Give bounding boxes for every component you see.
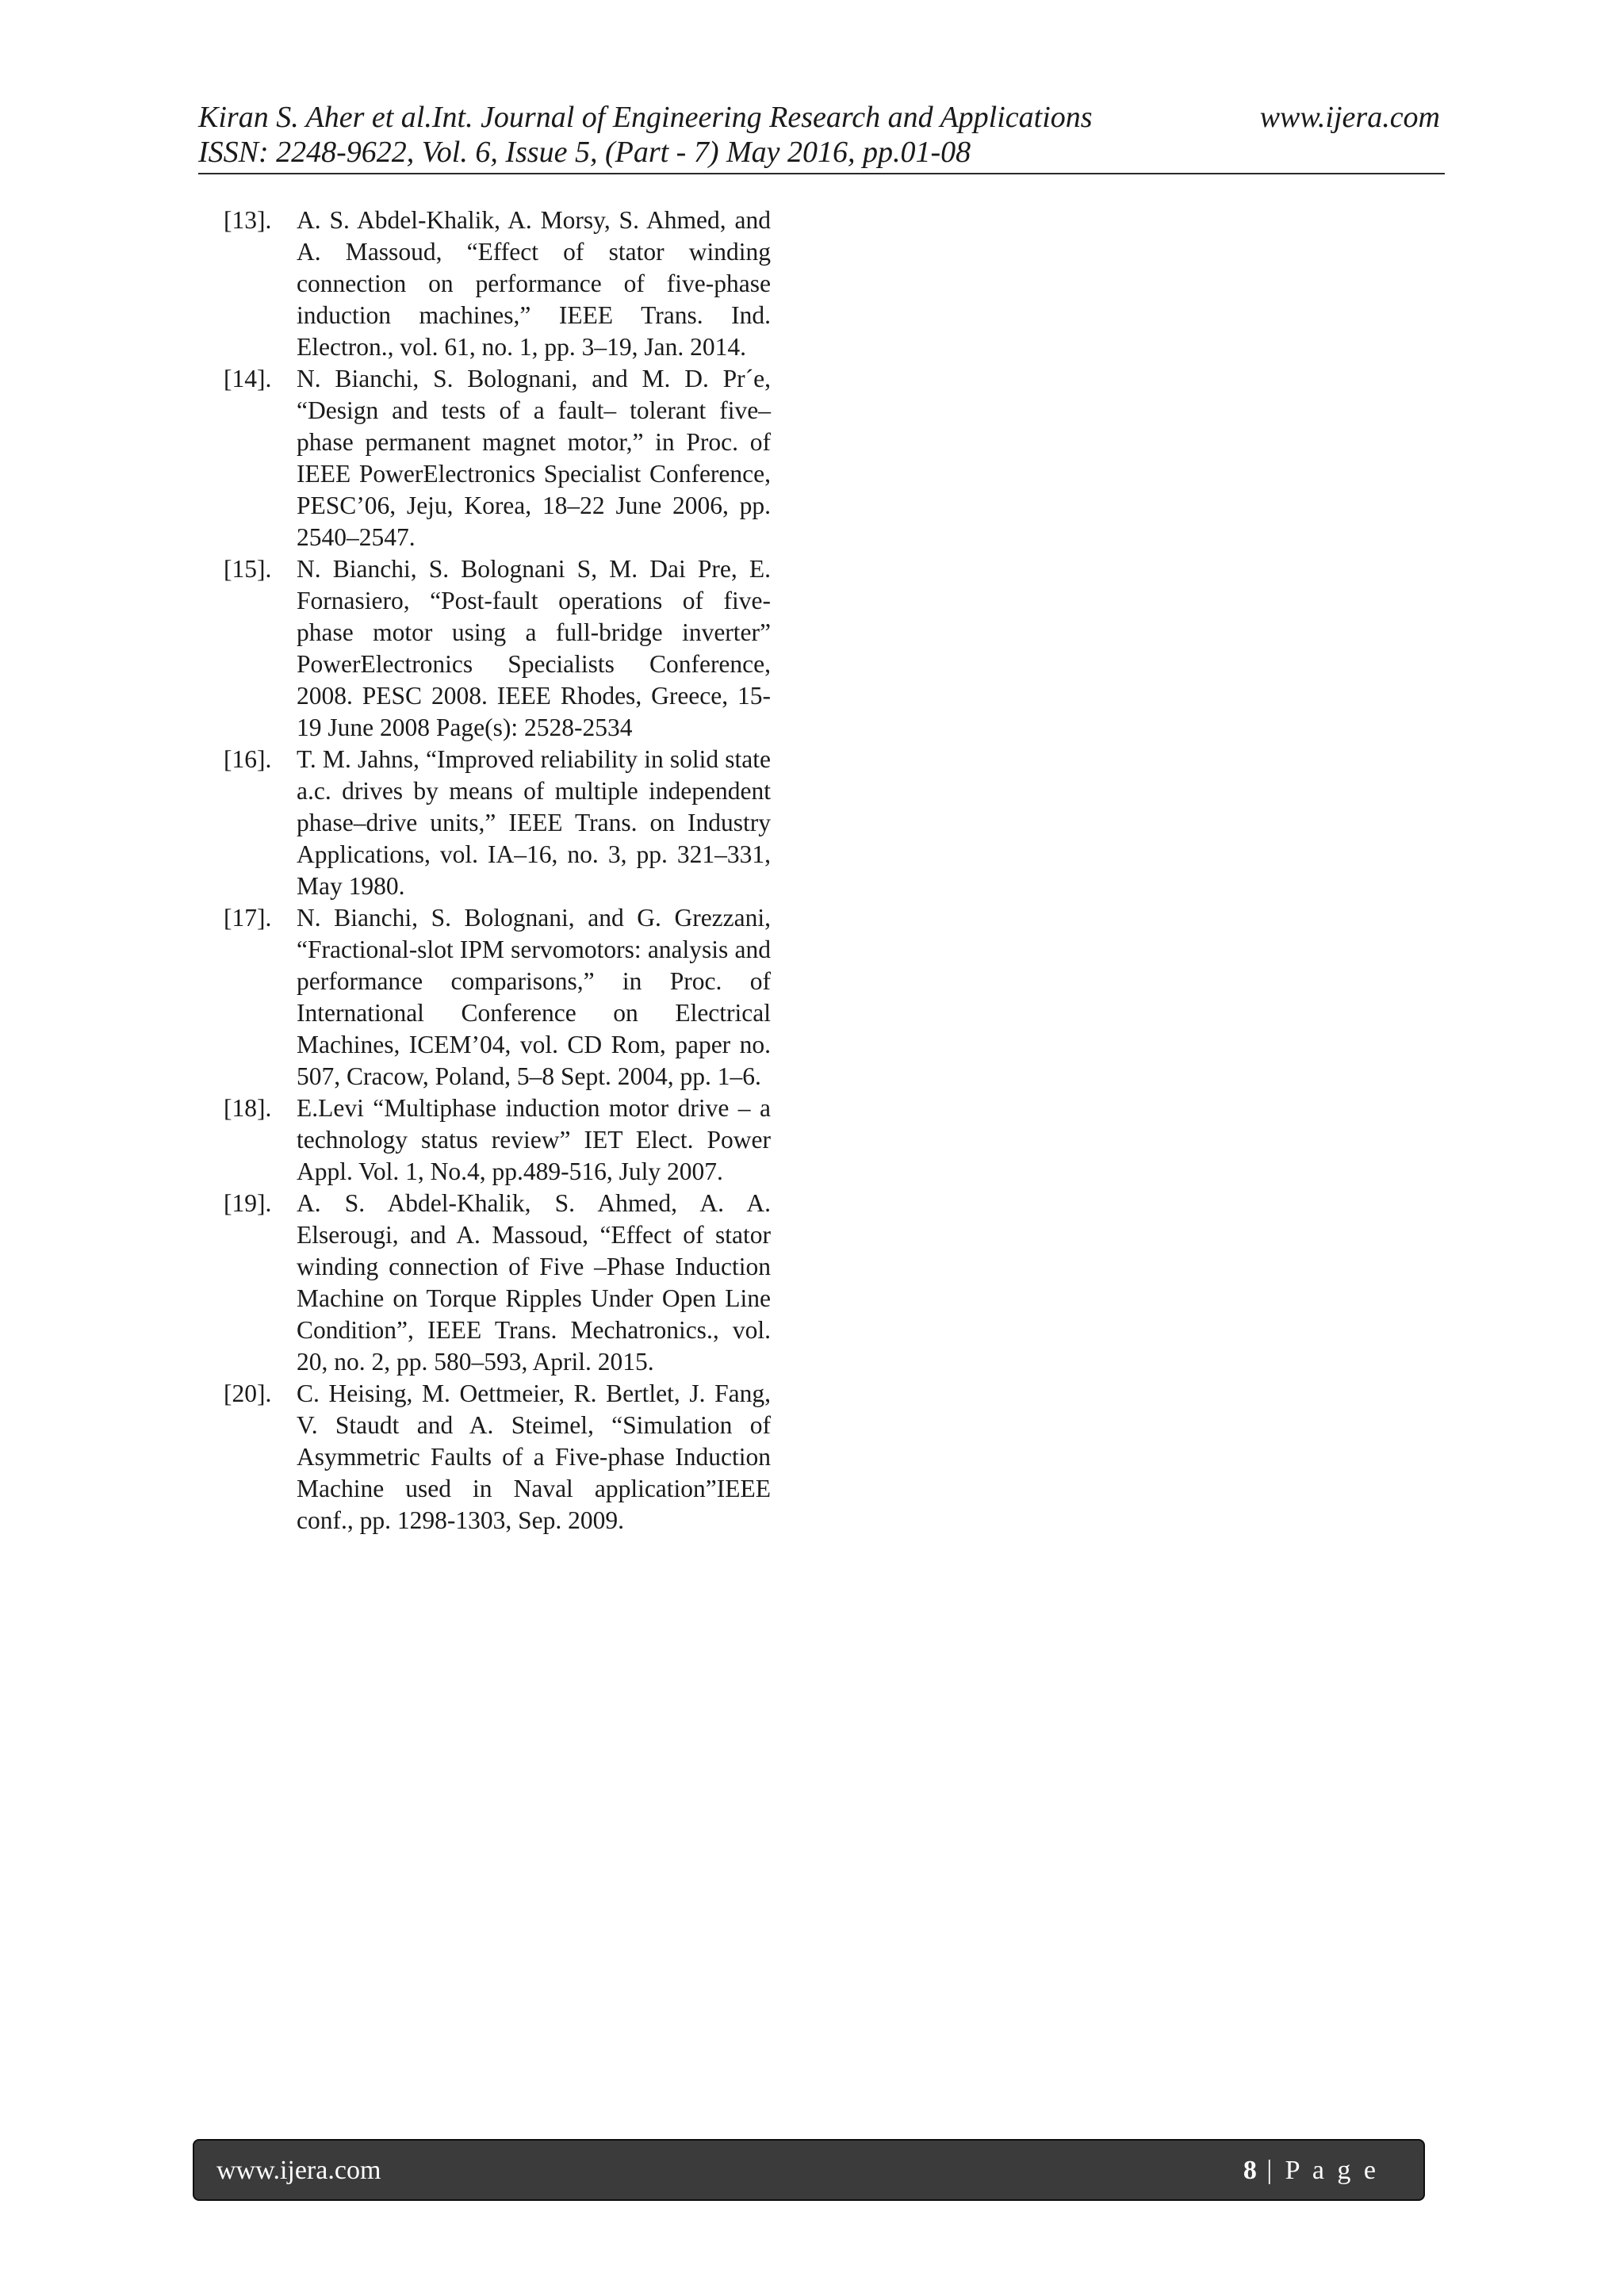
reference-number: [13]. — [224, 206, 272, 234]
reference-number: [15]. — [224, 555, 272, 583]
reference-item — [220, 744, 771, 902]
footer-page-indicator — [1243, 2155, 1379, 2187]
header-website: www.ijera.com — [1259, 101, 1440, 134]
reference-item — [220, 1093, 771, 1188]
reference-number: [14]. — [224, 365, 272, 392]
footer-website: www.ijera.com — [216, 2156, 381, 2185]
reference-text: T. M. Jahns, “Improved reliability in solid state a.c. drives by means of multiple independent phase–drive units,” IEEE Trans. on Industry Applications, vol. IA–16, no. 3, pp. 321–331, May 1980. — [297, 745, 771, 900]
reference-item — [220, 363, 771, 553]
reference-item — [220, 1188, 771, 1378]
reference-list — [220, 205, 771, 1536]
reference-text: N. Bianchi, S. Bolognani S, M. Dai Pre, E. Fornasiero, “Post-fault operations of five-phase motor using a full-bridge inverter” PowerElectronics Specialists Conference, 2008. PESC 2008. IEEE Rhodes, Greece, 15-19 June 2008 Page(s): 2528-2534 — [297, 555, 771, 741]
footer-page-number: 8 — [1243, 2156, 1257, 2185]
reference-item — [220, 1378, 771, 1536]
running-header — [198, 94, 1445, 174]
reference-text: A. S. Abdel-Khalik, A. Morsy, S. Ahmed, and A. Massoud, “Effect of stator winding connection on performance of five-phase induction machines,” IEEE Trans. Ind. Electron., vol. 61, no. 1, pp. 3–19, Jan. 2014. — [297, 206, 771, 361]
reference-text: A. S. Abdel-Khalik, S. Ahmed, A. A. Elserougi, and A. Massoud, “Effect of stator winding connection of Five –Phase Induction Machine on Torque Ripples Under Open Line Condition”, IEEE Trans. Mechatronics., vol. 20, no. 2, pp. 580–593, April. 2015. — [297, 1189, 771, 1376]
reference-item — [220, 553, 771, 744]
header-journal-line: Kiran S. Aher et al.Int. Journal of Engineering Research and Applications — [198, 101, 1093, 134]
reference-number: [19]. — [224, 1189, 272, 1217]
footer-page-label: | P a g e — [1256, 2156, 1379, 2185]
reference-number: [18]. — [224, 1094, 272, 1122]
reference-text: E.Levi “Multiphase induction motor drive – a technology status review” IET Elect. Power Appl. Vol. 1, No.4, pp.489-516, July 2007. — [297, 1094, 771, 1185]
reference-number: [20]. — [224, 1380, 272, 1407]
reference-text: N. Bianchi, S. Bolognani, and M. D. Pr´e, “Design and tests of a fault– tolerant five– phase permanent magnet motor,” in Proc. of IEEE PowerElectronics Specialist Conference, PESC’06, Jeju, Korea, 18–22 June 2006, pp. 2540–2547. — [297, 365, 771, 551]
reference-text: N. Bianchi, S. Bolognani, and G. Grezzani, “Fractional-slot IPM servomotors: analysis and performance comparisons,” in Proc. of International Conference on Electrical Machines, ICEM’04, vol. CD Rom, paper no. 507, Cracow, Poland, 5–8 Sept. 2004, pp. 1–6. — [297, 904, 771, 1090]
reference-item — [220, 205, 771, 363]
reference-number: [17]. — [224, 904, 272, 932]
reference-item — [220, 902, 771, 1093]
page-footer — [193, 2139, 1425, 2201]
header-issn-line: ISSN: 2248-9622, Vol. 6, Issue 5, (Part - 7) May 2016, pp.01-08 — [198, 136, 971, 169]
reference-number: [16]. — [224, 745, 272, 773]
reference-text: C. Heising, M. Oettmeier, R. Bertlet, J. Fang, V. Staudt and A. Steimel, “Simulation of Asymmetric Faults of a Five-phase Induction Machine used in Naval application”IEEE conf., pp. 1298-1303, Sep. 2009. — [297, 1380, 771, 1534]
